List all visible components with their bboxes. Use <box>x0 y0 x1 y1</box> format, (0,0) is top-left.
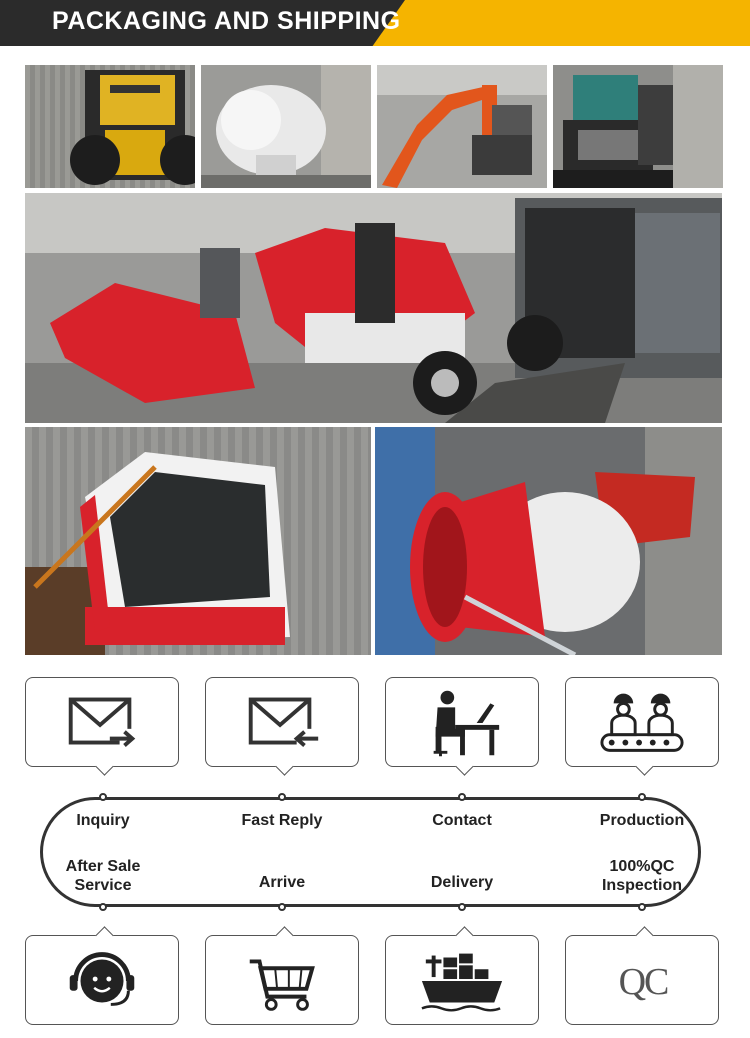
step-label-arrive: Arrive <box>258 874 306 891</box>
step-dot <box>458 903 466 911</box>
fast-reply-card <box>205 677 359 767</box>
photo-mixer-drum <box>201 65 371 188</box>
after-sale-card <box>25 935 179 1025</box>
contact-card <box>385 677 539 767</box>
photo-loading-container <box>25 193 722 423</box>
delivery-card <box>385 935 539 1025</box>
step-label-delivery: Delivery <box>430 874 494 891</box>
step-label-after-sale: After Sale Service <box>65 858 141 894</box>
step-label-fast-reply: Fast Reply <box>241 812 323 829</box>
headset-support-icon <box>26 936 178 1024</box>
photo-green-tractor <box>553 65 723 188</box>
step-dot <box>278 793 286 801</box>
step-label-production: Production <box>599 812 685 829</box>
banner-title: PACKAGING AND SHIPPING <box>52 7 401 35</box>
step-label-qc-inspection: 100%QC Inspection <box>601 858 682 894</box>
cargo-ship-icon <box>386 936 538 1024</box>
reply-envelope-icon <box>206 678 358 766</box>
arrive-card <box>205 935 359 1025</box>
photo-orange-excavator <box>377 65 547 188</box>
step-label-contact: Contact <box>432 812 492 829</box>
workers-conveyor-icon <box>566 678 718 766</box>
qc-card <box>565 935 719 1025</box>
inquiry-card <box>25 677 179 767</box>
step-dot <box>638 903 646 911</box>
step-dot <box>278 903 286 911</box>
desk-computer-icon <box>386 678 538 766</box>
qc-icon: QC <box>618 961 668 1003</box>
step-dot <box>458 793 466 801</box>
step-dot <box>99 903 107 911</box>
inquiry-envelope-icon <box>26 678 178 766</box>
step-dot <box>99 793 107 801</box>
photo-mixer-drum-container <box>375 427 722 655</box>
header-banner <box>0 0 750 46</box>
photo-skid-steer-loader <box>25 65 195 188</box>
step-label-inquiry: Inquiry <box>76 812 130 829</box>
photo-cabin <box>25 427 371 655</box>
production-card <box>565 677 719 767</box>
shopping-cart-icon <box>206 936 358 1024</box>
step-dot <box>638 793 646 801</box>
